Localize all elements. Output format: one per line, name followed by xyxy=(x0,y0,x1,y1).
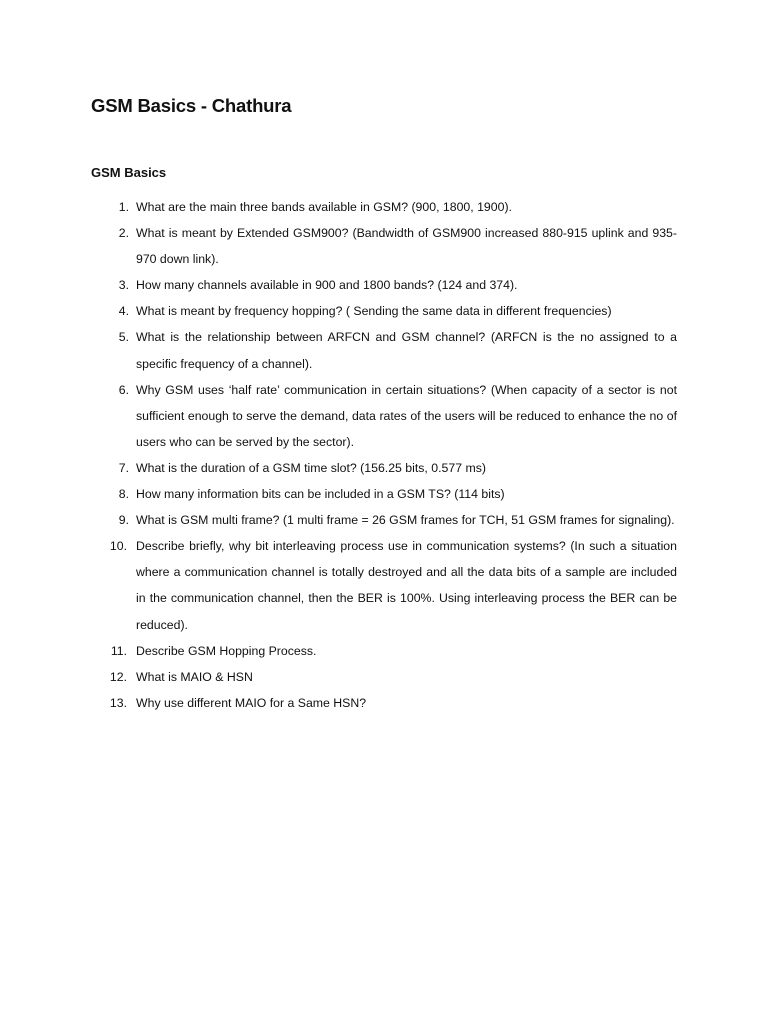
list-item xyxy=(107,481,677,507)
list-item-number: 12. xyxy=(109,669,127,684)
list-item xyxy=(107,194,677,220)
list-item xyxy=(107,507,677,533)
list-item-text: What is GSM multi frame? (1 multi frame = 26 GSM frames for TCH, 51 GSM frames for signaling). xyxy=(136,513,675,528)
list-item-number: 10. xyxy=(109,539,127,554)
list-item-text: How many channels available in 900 and 1800 bands? (124 and 374). xyxy=(136,278,518,293)
list-item-number: 5. xyxy=(118,330,129,345)
section-heading: GSM Basics xyxy=(91,165,167,180)
list-item-text: What is MAIO & HSN xyxy=(136,669,253,684)
list-item-number: 8. xyxy=(118,487,129,502)
list-item xyxy=(107,298,677,324)
list-item-number: 11. xyxy=(110,643,127,658)
list-item xyxy=(107,533,677,637)
list-item xyxy=(107,272,677,298)
list-item xyxy=(107,690,677,716)
document-title: GSM Basics - Chathura xyxy=(91,95,292,116)
list-item xyxy=(107,377,677,455)
list-item xyxy=(107,324,677,376)
list-item-text: What is the relationship between ARFCN and GSM channel? (ARFCN is the no assigned to a specific frequency of a channel). xyxy=(136,330,677,371)
list-item-number: 9. xyxy=(118,513,129,528)
list-item-text: What are the main three bands available in GSM? (900, 1800, 1900). xyxy=(136,200,512,214)
list-item xyxy=(107,220,677,272)
list-item-text: Describe GSM Hopping Process. xyxy=(136,643,317,658)
list-item-number: 2. xyxy=(118,226,129,241)
list-item-text: What is meant by frequency hopping? ( Sending the same data in different frequencies) xyxy=(136,304,612,319)
list-item-text: How many information bits can be included in a GSM TS? (114 bits) xyxy=(136,487,505,502)
list-item-number: 3. xyxy=(118,278,129,293)
question-list xyxy=(107,194,677,716)
list-item-text: Describe briefly, why bit interleaving process use in communication systems? (In such a situation where a communication channel is totally destroyed and all the data bits of a sample are included in the communication channel, then the BER is 100%. Using interleaving process the BER can be reduced). xyxy=(136,539,677,632)
list-item-number: 4. xyxy=(118,304,129,319)
list-item xyxy=(107,664,677,690)
list-item-number: 1. xyxy=(118,200,129,214)
list-item-text: What is the duration of a GSM time slot? (156.25 bits, 0.577 ms) xyxy=(136,460,486,475)
list-item-number: 6. xyxy=(118,382,129,397)
list-item xyxy=(107,638,677,664)
list-item-number: 7. xyxy=(118,460,129,475)
list-item-text: Why GSM uses ‘half rate’ communication in certain situations? (When capacity of a sector is not sufficient enough to serve the demand, data rates of the users will be reduced to enhance the no of users who can be served by the sector). xyxy=(136,382,677,449)
list-item-text: What is meant by Extended GSM900? (Bandwidth of GSM900 increased 880-915 uplink and 935-970 down link). xyxy=(136,226,677,267)
list-item-number: 13. xyxy=(109,695,127,710)
list-item xyxy=(107,455,677,481)
list-item-text: Why use different MAIO for a Same HSN? xyxy=(136,695,367,710)
